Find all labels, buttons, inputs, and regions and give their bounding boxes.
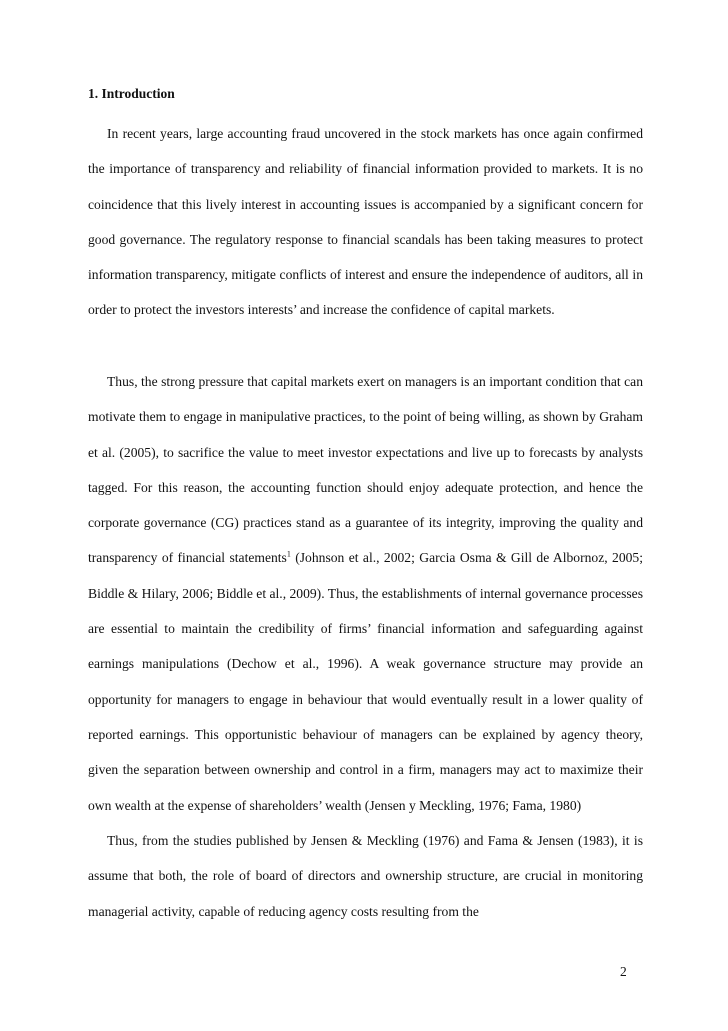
page-number: 2 [620,964,627,979]
section-heading: 1. Introduction [88,86,175,101]
paragraph-2-text-after-note: (Johnson et al., 2002; Garcia Osma & Gill de Albornoz, 2005; Biddle & Hilary, 2006; Biddle et al., 2009). Thus, the establishments of internal governance processes are essential to maintain the credibility of firms’ financial information and safeguarding against earnings manipulations (Dechow et al., 1996). A weak governance structure may provide an opportunity for managers to engage in behaviour that would eventually result in a lower quality of reported earnings. This opportunistic behaviour of managers can be explained by agency theory, given the separation between ownership and control in a firm, managers may act to maximize their own wealth at the expense of shareholders’ wealth (Jensen y Meckling, 1976; Fama, 1980) [88,550,643,813]
paragraph-2 [88,364,643,823]
paragraph-1: In recent years, large accounting fraud uncovered in the stock markets has once again confirmed the importance of transparency and reliability of financial information provided to markets. It is no coincidence that this lively interest in accounting issues is accompanied by a significant concern for good governance. The regulatory response to financial scandals has been taking measures to protect information transparency, mitigate conflicts of interest and ensure the independence of auditors, all in order to protect the investors interests’ and increase the confidence of capital markets. [88,126,643,318]
paragraph-3: Thus, from the studies published by Jensen & Meckling (1976) and Fama & Jensen (1983), it is assume that both, the role of board of directors and ownership structure, are crucial in monitoring managerial activity, capable of reducing agency costs resulting from the [88,833,643,919]
paragraph-2-text-before-note: Thus, the strong pressure that capital markets exert on managers is an important condition that can motivate them to engage in manipulative practices, to the point of being willing, as shown by Graham et al. (2005), to sacrifice the value to meet investor expectations and live up to forecasts by analysts tagged. For this reason, the accounting function should enjoy adequate protection, and hence the corporate governance (CG) practices stand as a guarantee of its integrity, improving the quality and transparency of financial statements [88,374,643,566]
footnote-marker: 1 [286,549,291,559]
